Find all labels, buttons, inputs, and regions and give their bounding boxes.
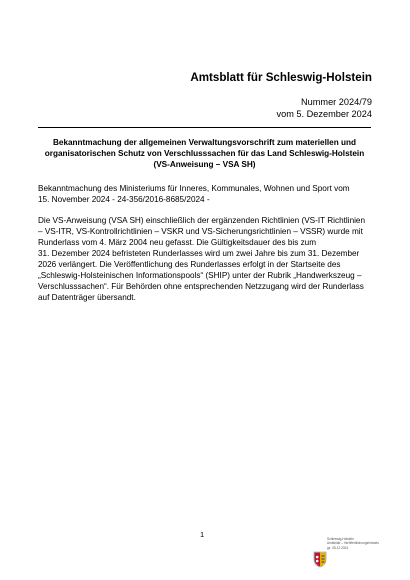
announcement-title: [38, 137, 371, 170]
paragraph-line: „Schleswig-Holsteinischen Informationspools“ (SHIP) unter der Rubrik „Handwerkszeug –: [38, 271, 362, 280]
coat-of-arms-seal-icon: [312, 550, 328, 568]
paragraph-line: 2026 verlängert. Die Veröffentlichung des Runderlasses erfolgt in der Startseite des: [38, 260, 341, 269]
page-number: 1: [200, 530, 205, 539]
ministry-paragraph: [38, 183, 376, 205]
announcement-title-line: organisatorischen Schutz von Verschlusssachen für das Land Schleswig-Holstein: [44, 149, 365, 158]
stamp-line: gz. 05.12.2024: [327, 545, 349, 550]
paragraph-line: Verschlusssachen“. Für Behörden ohne entsprechenden Netzzugang wird der Runderlass: [38, 282, 364, 291]
header-divider: [38, 127, 371, 128]
paragraph-line: 31. Dezember 2024 befristeten Runderlasses wird um zwei Jahre bis zum 31. Dezember: [38, 249, 360, 258]
paragraph-line: auf Datenträger übersandt.: [38, 293, 136, 302]
paragraph-line: Bekanntmachung des Ministeriums für Inneres, Kommunales, Wohnen und Sport vom: [38, 184, 350, 193]
publication-title: Amtsblatt für Schleswig-Holstein: [190, 71, 372, 84]
paragraph-line: Runderlass vom 4. März 2004 neu gefasst. Die Gültigkeitsdauer des bis zum: [38, 238, 317, 247]
paragraph-line: Die VS-Anweisung (VSA SH) einschließlich der ergänzenden Richtlinien (VS-IT Richtlinien: [38, 216, 366, 225]
stamp-text: [327, 537, 379, 550]
paragraph-line: – VS-ITR, VS-Kontrollrichtlinien – VSKR und VS-Sicherungsrichtlinien – VSSR) wurde mit: [38, 227, 363, 236]
announcement-title-line: (VS-Anweisung – VSA SH): [153, 160, 256, 169]
stamp-line: Schleswig-Holstein: [327, 537, 354, 541]
body-paragraph: [38, 215, 376, 303]
issue-number: Nummer 2024/79: [301, 97, 372, 107]
issue-info: [277, 96, 373, 121]
announcement-title-line: Bekanntmachung der allgemeinen Verwaltungsvorschrift zum materiellen und: [52, 138, 356, 147]
paragraph-line: 15. November 2024 - 24-356/2016-8685/2024 -: [38, 195, 210, 204]
issue-date: vom 5. Dezember 2024: [276, 109, 372, 120]
stamp-line: Amtsblatt – Veröffentlichungshinweis: [327, 541, 379, 546]
publication-stamp: [312, 537, 382, 569]
